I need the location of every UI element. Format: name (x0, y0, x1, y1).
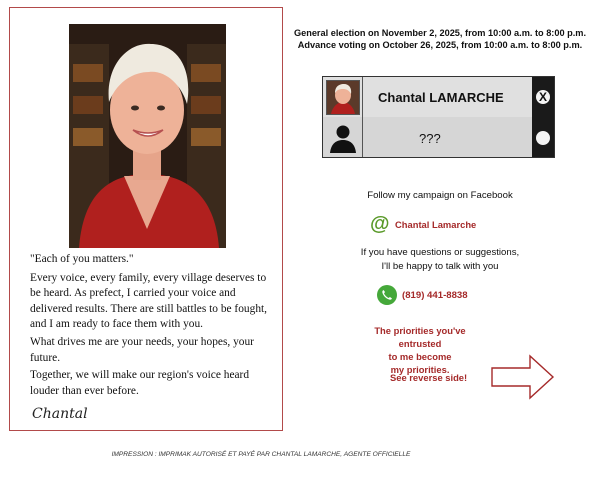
election-dates (290, 27, 590, 51)
ballot-row-candidate (323, 77, 554, 118)
advance-voting-date: Advance voting on October 26, 2025, from 10:00 a.m. to 8:00 p.m. (297, 40, 583, 50)
questions-line-2: I'll be happy to talk with you (381, 261, 499, 272)
facebook-link[interactable] (370, 214, 476, 234)
letter-paragraph-1: Every voice, every family, every village deserves to be heard. As prefect, I carried your voice and delivered results. There are still battles to be fought, and I am ready to face them with you. (30, 271, 268, 331)
letter-quote: "Each of you matters." (30, 253, 134, 265)
letter-card (9, 7, 283, 431)
signature: Chantal (32, 406, 88, 422)
candidate-portrait (69, 24, 226, 248)
checked-mark: X (536, 90, 550, 104)
priorities-line-2: to me become (388, 351, 452, 362)
general-election-date: General election on November 2, 2025, from 10:00 a.m. to 8:00 p.m. (293, 28, 587, 38)
letter-paragraph-3: Together, we will make our region's voice heard louder than ever before. (30, 369, 250, 397)
ballot-divider (362, 77, 363, 157)
questions-line-1: If you have questions or suggestions, (360, 247, 520, 258)
phone-icon (377, 285, 397, 305)
footer-legal: IMPRESSION : IMPRIMAK AUTORISÉ ET PAYÉ PAR CHANTAL LAMARCHE, AGENTE OFFICIELLE (111, 451, 411, 458)
letter-paragraph-2: What drives me are your needs, your hopes, your future. (30, 335, 254, 364)
at-icon: @ (370, 213, 390, 235)
see-reverse-text: See reverse side! (390, 372, 468, 383)
facebook-name[interactable]: Chantal Lamarche (395, 218, 477, 230)
campaign-letter (30, 252, 272, 401)
phone-number[interactable]: (819) 441-8838 (402, 289, 468, 301)
facebook-prompt: Follow my campaign on Facebook (367, 190, 513, 201)
ballot-mark-column (532, 77, 554, 157)
questions-text (290, 246, 590, 274)
unknown-candidate: ??? (419, 131, 441, 146)
priorities-line-1: The priorities you've entrusted (374, 325, 466, 349)
phone-contact[interactable] (377, 285, 468, 305)
arrow-right-icon (490, 354, 556, 400)
ballot-row-unknown (323, 117, 554, 157)
candidate-name: Chantal LAMARCHE (378, 90, 504, 105)
empty-mark (536, 131, 550, 145)
person-silhouette-icon (327, 121, 359, 154)
candidate-thumbnail (326, 80, 360, 115)
priorities-line-3: my priorities. (390, 364, 450, 375)
sample-ballot (322, 76, 555, 158)
priorities-text (355, 324, 485, 376)
